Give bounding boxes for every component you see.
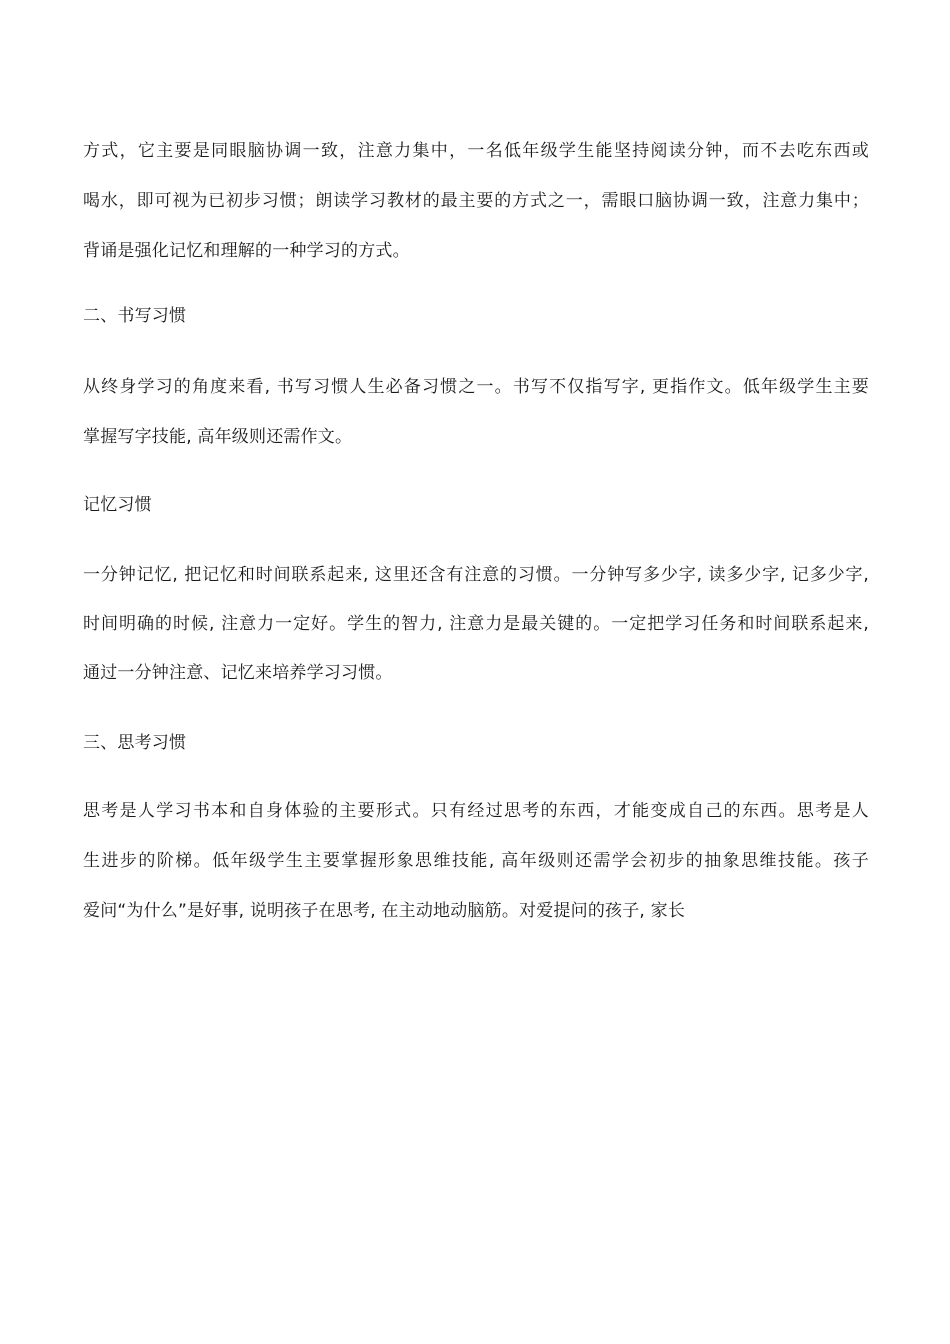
paragraph-1-line-3: 背诵是强化记忆和理解的一种学习的方式。 <box>83 241 410 261</box>
paragraph-2-line-2: 掌握写字技能, 高年级则还需作文。 <box>83 427 353 447</box>
section-heading-thinking: 三、思考习惯 <box>83 733 187 753</box>
section-heading-memory: 记忆习惯 <box>83 495 152 515</box>
section-heading-writing: 二、书写习惯 <box>83 306 187 326</box>
paragraph-3-line-1: 一分钟记忆, 把记忆和时间联系起来, 这里还含有注意的习惯。一分钟写多少字, 读多少字, 记多少字, <box>83 565 869 585</box>
paragraph-3-line-3: 通过一分钟注意、记忆来培养学习习惯。 <box>83 663 393 683</box>
paragraph-3-line-2: 时间明确的时候, 注意力一定好。学生的智力, 注意力是最关键的。一定把学习任务和时间联系起来, <box>83 614 869 634</box>
paragraph-4-line-1: 思考是人学习书本和自身体验的主要形式。只有经过思考的东西，才能变成自己的东西。思考是人 <box>83 801 869 821</box>
paragraph-2-line-1: 从终身学习的角度来看, 书写习惯人生必备习惯之一。书写不仅指写字, 更指作文。低年级学生主要 <box>83 377 869 397</box>
paragraph-4-line-2: 生进步的阶梯。低年级学生主要掌握形象思维技能, 高年级则还需学会初步的抽象思维技能。孩子 <box>83 851 869 871</box>
paragraph-4-line-3: 爱问“为什么”是好事, 说明孩子在思考, 在主动地动脑筋。对爱提问的孩子, 家长 <box>83 901 686 921</box>
paragraph-1-line-1: 方式，它主要是同眼脑协调一致，注意力集中，一名低年级学生能坚持阅读分钟，而不去吃东西或 <box>83 141 869 161</box>
paragraph-1-line-2: 喝水，即可视为已初步习惯；朗读学习教材的最主要的方式之一，需眼口脑协调一致，注意力集中； <box>83 191 869 211</box>
